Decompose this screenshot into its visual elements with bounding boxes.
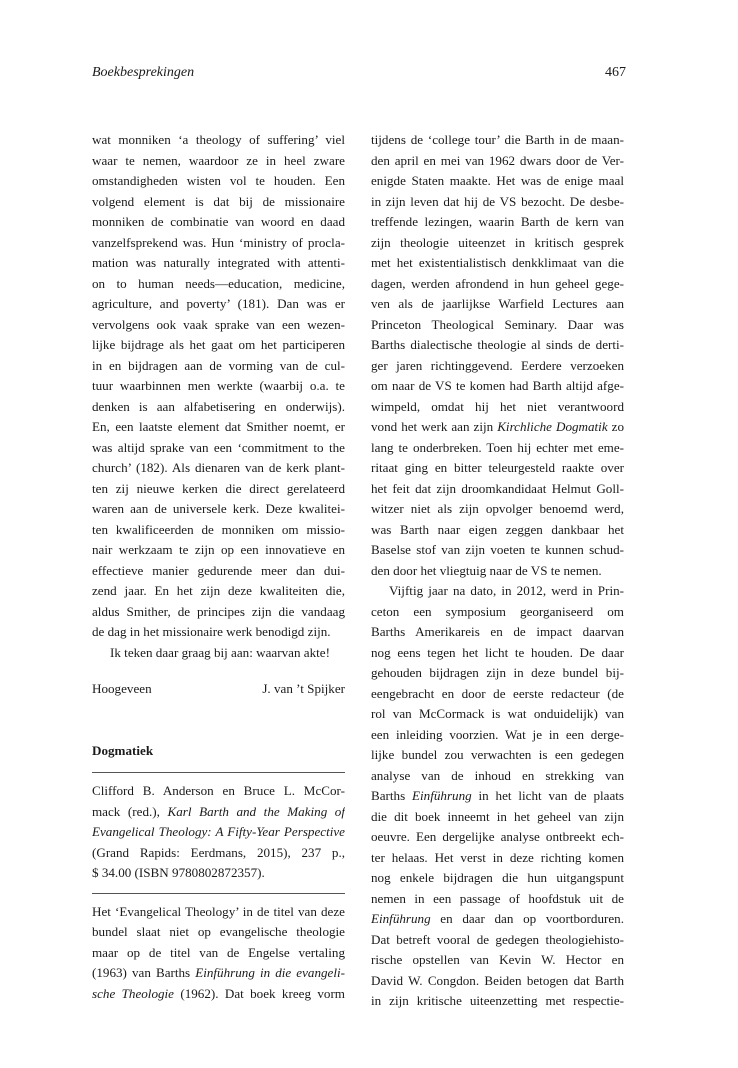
closing-line: Ik teken daar graag bij aan: waarvan akte! [110,644,330,660]
paragraph-cont [371,807,624,910]
paragraph-cont [371,438,624,561]
text-line: David W. Congdon. Beiden betogen dat Barth [371,972,624,988]
bib-line: Clifford B. Anderson en Bruce L. McCor- [92,783,345,798]
signature-line [92,679,345,700]
text-line: oeuvre. Een dergelijke analyse ontbreekt ech- [371,829,624,844]
text-line: lijke bijdrage als het gaat om het participeren [92,337,345,352]
text-line: het feit dat zijn droomkandidaat Helmut Goll- [371,480,624,496]
text-line: enigde Staten maakte. Het was de enige maal [371,173,624,188]
text-line: een inleiding voorzien. Wat je in een derge- [371,726,624,742]
text-line: nog eens tegen het licht te houden. De daar [371,644,624,660]
text-line: wimpeld, omdat hij het niet verantwoord [371,398,624,414]
text-line: agriculture, and poverty’ (181). Dan was er [92,296,345,311]
text-line: denken is aan alfabetisering en onderwijs). [92,398,345,414]
text-line: (1963) van Barths Einführung in die evangeli- [92,965,345,980]
text-line: ten kwalificeerden de monniken om missio- [92,521,345,537]
text-line: nair werkzaam te zijn op een innovatieve en [92,542,345,557]
text-line: Barths Amerikareis en de impact daarvan [371,624,624,639]
text-line: waren aan de universele kerk. Deze kwalitei- [92,501,345,516]
text-line: lang te onderbreken. Toen hij echter met eme- [371,439,624,455]
bib-line: mack (red.), Karl Barth and the Making of [92,803,345,819]
divider [92,772,345,773]
text-line: volgend element is dat bij de missionaire [92,193,345,209]
text-line: om naar de VS te komen had Barth altijd afge- [371,378,624,393]
text-line: Barths Einführung in het licht van de plaats [371,788,624,803]
text-line: eengebracht en door de eerste redacteur (de [371,685,624,701]
text-line: ger jaren richtinggevend. Eerdere verzoeken [371,357,624,373]
text-line: on to human needs—education, medicine, [92,275,345,291]
text-line: tijdens de ‘college tour’ die Barth in de maan- [371,132,624,147]
text-line: in zijn leven dat hij de VS bezocht. De desbe- [371,193,624,209]
signature-author: J. van ’t Spijker [262,681,345,696]
left-column [92,130,345,1004]
text-line: de dag in het missionaire werk benodigd zijn. [92,624,331,639]
text-line: was Barth naar eigen zeggen dankbaar het [371,521,624,537]
text-line: En, een laatste element dat Smither noemt, er [92,419,345,434]
text-line: Baselse stof van zijn voeten te kunnen schud- [371,542,624,557]
text-line: met het existentialistisch denkklimaat van die [371,255,624,270]
text-line: ritaat ging en bitter teleurgesteld raakte over [371,460,624,475]
review-intro [92,902,345,1005]
text-line: analyse van de inhoud en strekking van [371,767,624,783]
text-line: ceton een symposium georganiseerd om [371,603,624,619]
text-line: mation was naturally integrated with attenti- [92,255,345,270]
text-line: rol van McCormack is wat onduidelijk) van [371,706,624,721]
text-line: zijn theologie uiteenzet in kritisch gesprek [371,234,624,250]
text-line: in zijn kritische uiteenzetting met respectie- [371,993,624,1008]
bib-line: $ 34.00 (ISBN 9780802872357). [92,865,265,880]
text-line: ten zij nieuwe kerken die direct gerelateerd [92,480,345,496]
right-column [371,130,624,1012]
bib-line [92,822,345,843]
text-line: omstandigheden wisten vol te houden. Een [92,173,345,188]
text-line: waar te nemen, waardoor ze in heel zware [92,152,345,168]
divider [92,893,345,894]
text-line: lijke bundel zou verwachten is een gedegen [371,747,624,762]
text-line: in en bijdragen aan de vorming van de cul- [92,357,345,373]
text-line: vond het werk aan zijn Kirchliche Dogmatik zo [371,419,624,434]
text-line: den april en mei van 1962 dwars door de Ver- [371,152,624,168]
text-line: sche Theologie (1962). Dat boek kreeg vorm [92,985,345,1001]
review-continuation [92,130,345,643]
text-line: nog enkele bijdragen die hun uitgangspunt [371,870,624,885]
book-title: Karl Barth and the Making of [167,803,345,819]
text-line: Vijftig jaar na dato, in 2012, werd in Prin- [389,583,624,598]
text-line: maar op de titel van de Engelse vertaling [92,944,345,960]
paragraph [371,130,624,417]
text-line: gehouden bijdragen zijn in deze bundel bij- [371,665,624,680]
text-line: Dat betreft vooral de gedegen theologiehisto- [371,931,624,947]
text-line: monniken de combinatie van woord en daad [92,214,345,229]
text-line: ven als de jaarlijkse Warfield Lectures aan [371,296,624,311]
text-line: Einführung en daar dan op voortborduren. [371,911,624,926]
text-line: Barths dialectische theologie al sinds de derti- [371,337,624,352]
paragraph [371,581,624,786]
text-line: aldus Smither, de principes zijn die vandaag [92,603,345,619]
paragraph-cont [371,930,624,1012]
text-line: bundel slaat niet op evangelische theologie [92,924,345,939]
text-line: nemen in een passage of hoofdstuk uit de [371,890,624,906]
book-title: Evangelical Theology: A Fifty-Year Perspective [92,824,345,839]
bibliographic-entry [92,781,345,884]
text-line: dagen, werden afrondend in hun geheel gege- [371,275,624,291]
text-line: zend jaar. En het zijn deze kwaliteiten die, [92,583,345,598]
text-line: witzer niet als zijn opvolger benoemd werd, [371,501,624,516]
text-line: vanzelfsprekend was. Hun ‘ministry of procla- [92,234,345,250]
signature-place: Hoogeveen [92,681,152,696]
text-line: den door het vliegtuig naar de VS te nemen. [371,562,602,578]
bib-line: (Grand Rapids: Eerdmans, 2015), 237 p., [92,844,345,860]
text-line: was altijd sprake van een ‘commitment to the [92,439,345,455]
text-line: church’ (182). Als dienaren van de kerk plant- [92,460,345,475]
text-line: treffende lezingen, waarin Barth de kern van [371,214,624,229]
text-line: wat monniken ‘a theology of suffering’ viel [92,132,345,147]
running-header-section: Boekbesprekingen [92,65,195,80]
text-line: Het ‘Evangelical Theology’ in de titel van deze [92,903,345,919]
text-line: effectieve manier gedurende meer dan dui- [92,562,345,578]
text-line: vervolgens ook vaak sprake van een wezen- [92,316,345,332]
page-number: 467 [605,65,626,80]
text-line: die dit boek inneemt in het geheel van zijn [371,808,624,824]
text-line: rische opstellen van Kevin W. Hector en [371,952,624,967]
text-line: Princeton Theological Seminary. Daar was [371,316,624,332]
text-line: ter helaas. Het verst in deze richting komen [371,849,624,865]
section-heading: Dogmatiek [92,742,154,758]
text-line: tuur waarbinnen men werkte (waarbij o.a. te [92,378,345,393]
